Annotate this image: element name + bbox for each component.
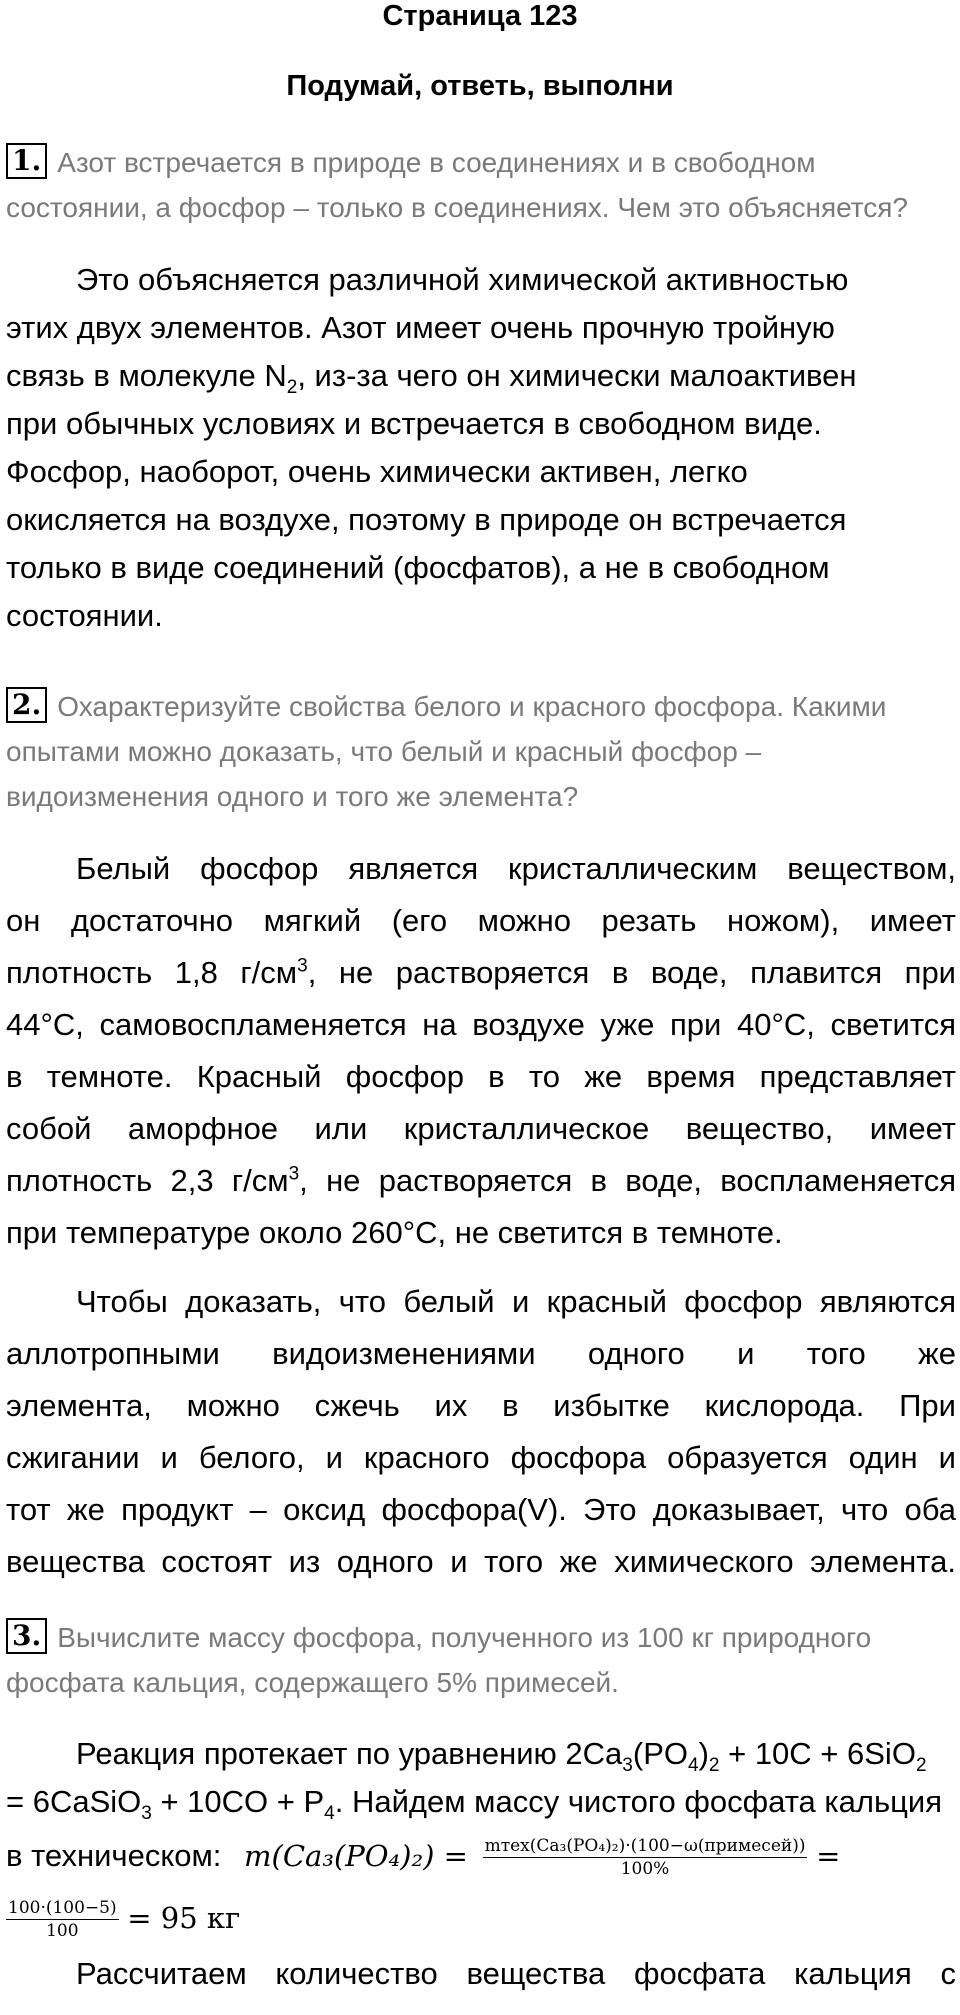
formula-line: в техническом: m(Ca₃(PO₄)₂) = $\frac{\text{mтех(Ca₃(PO₄)₂)·(100−ω(примесей))}}{100\%}$ = <box>6 1836 841 1880</box>
formula-label: в техническом: <box>6 1838 222 1873</box>
answer-line: Белый фосфор является кристаллическим веществом, <box>76 851 956 886</box>
answer-line: Рассчитаем количество вещества фосфата кальция с <box>76 1956 956 1991</box>
answer-line: собой аморфное или кристаллическое вещество, имеет <box>6 1111 956 1146</box>
question-text: Охарактеризуйте свойства белого и красного фосфора. Какими <box>57 691 887 722</box>
question-text: опытами можно доказать, что белый и красный фосфор – <box>6 736 762 767</box>
answer-line: этих двух элементов. Азот имеет очень прочную тройную <box>6 310 835 345</box>
question-1 <box>6 140 951 230</box>
answer-line: сжигании и белого, и красного фосфора образуется один и <box>6 1440 956 1475</box>
equation-line-2: = 6CaSiO$_3$ + $10CO + P_4$. Найдем массу чистого фосфата кальция <box>6 1784 942 1825</box>
question-text: состоянии, а фосфор – только в соединениях. Чем это объясняется? <box>6 192 909 223</box>
equation-line-1: Реакция протекает по уравнению $2Ca_3(PO_4)_2 + 10C + 6SiO_2$ <box>76 1736 927 1777</box>
question-2 <box>6 684 951 819</box>
answer-line: Чтобы доказать, что белый и красный фосфор являются <box>76 1284 956 1319</box>
answer-line: окисляется на воздухе, поэтому в природе он встречается <box>6 502 847 537</box>
answer-line: вещества состоят из одного и того же химического элемента. <box>6 1544 956 1579</box>
question-number: 1. <box>6 143 47 179</box>
answer-3 <box>6 1730 956 1998</box>
answer-line: связь в молекуле $N_2$, из-за чего он химически малоактивен <box>6 358 857 399</box>
answer-line: аллотропными видоизменениями одного и того же <box>6 1336 956 1371</box>
page-title: Страница 123 <box>382 0 578 32</box>
answer-line: при обычных условиях и встречается в свободном виде. <box>6 406 822 441</box>
answer-line: 44°С, самовоспламеняется на воздухе уже при 40°С, светится <box>6 1007 956 1042</box>
answer-line: только в виде соединений (фосфатов), а не в свободном <box>6 550 830 585</box>
answer-2-paragraph-1 <box>6 843 956 1259</box>
answer-line: Фосфор, наоборот, очень химически активен, легко <box>6 454 748 489</box>
question-3 <box>6 1615 951 1705</box>
answer-line: он достаточно мягкий (его можно резать ножом), имеет <box>6 903 956 938</box>
answer-line: при температуре около 260°С, не светится в темноте. <box>6 1215 783 1250</box>
question-text: Азот встречается в природе в соединениях и в свободном <box>57 147 816 178</box>
answer-line: плотность 1,8 $г/см^3$, не растворяется в воде, плавится при <box>6 955 956 990</box>
question-number: 3. <box>6 1618 47 1654</box>
answer-line: элемента, можно сжечь их в избытке кислорода. При <box>6 1388 956 1423</box>
result-value: = 95 кг <box>127 1901 241 1935</box>
formula-lhs: m(Ca₃(PO₄)₂) = <box>244 1839 468 1873</box>
answer-line: состоянии. <box>6 598 163 633</box>
answer-line: тот же продукт – оксид фосфора(V). Это доказывает, что оба <box>6 1492 956 1527</box>
formula-fraction: $\frac{\text{mтех(Ca₃(PO₄)₂)·(100−ω(примесей))}}{100\%}$ <box>484 1836 806 1880</box>
answer-line: Это объясняется различной химической активностью <box>76 262 849 297</box>
answer-line: плотность 2,3 $г/см^3$, не растворяется в воде, воспламеняется <box>6 1163 957 1198</box>
question-text: видоизменения одного и того же элемента? <box>6 781 579 812</box>
answer-1 <box>6 256 956 640</box>
result-line <box>6 1886 956 1950</box>
section-title: Подумай, ответь, выполни <box>286 70 674 102</box>
question-text: Вычислите массу фосфора, полученного из 100 кг природного <box>57 1622 872 1653</box>
question-text: фосфата кальция, содержащего 5% примесей. <box>6 1667 619 1698</box>
answer-line: в темноте. Красный фосфор в то же время представляет <box>6 1059 956 1094</box>
answer-2-paragraph-2 <box>6 1276 956 1588</box>
question-number: 2. <box>6 687 47 723</box>
result-fraction: $\frac{100\cdot(100-5)}{100}$ <box>8 1898 117 1942</box>
